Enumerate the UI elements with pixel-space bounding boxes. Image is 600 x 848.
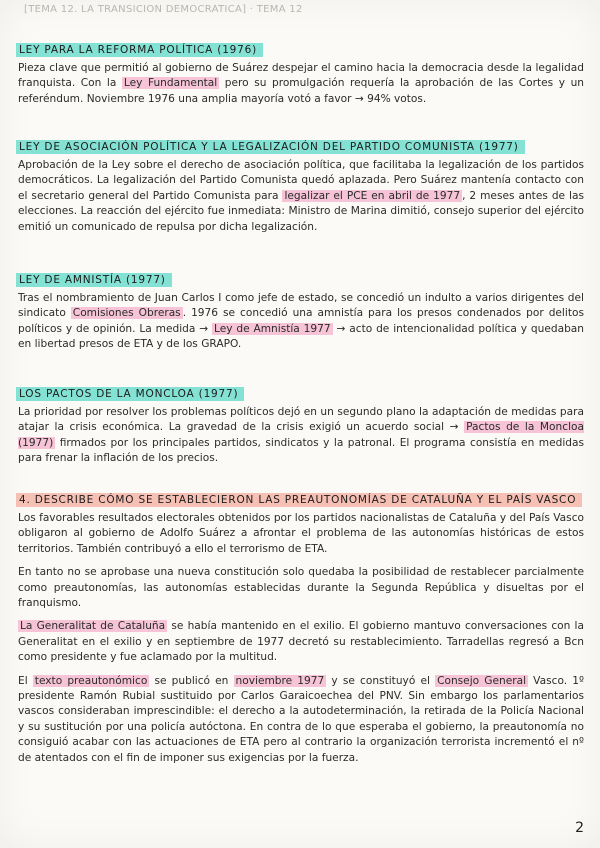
page-number: 2 [575,820,584,836]
paragraph-text: se había mantenido en el exilio. El gobierno mantuvo conversaciones con la Generalitat en el exilio y en septiembre de 1977 decretó su restablecimiento. Tarradellas regresó a Bcn como presidente y fue aclamado por la multitud. [18,620,584,664]
section-pactos-moncloa [16,382,584,467]
paragraph-text: , 2 meses antes de las elecciones. La reacción del ejército fue inmediata: Ministro de Marina dimitió, consejo superior del ejército emitió un comunicado de repulsa por dicha legalización. [18,189,585,233]
bleed-through-header: [TEMA 12. LA TRANSICIÓN DEMOCRÁTICA] · TEMA 12 [24,4,303,15]
paragraph-text: En tanto no se aprobase una nueva constitución solo quedaba la posibilidad de restablecer parcialmente como preautonomías, las autonomías establecidas durante la Segunda República y disueltas por el franquismo. [18,566,584,610]
highlighted-text: Pactos de la Moncloa (1977) [18,421,584,449]
highlighted-text: Ley Fundamental [123,77,218,90]
section-amnistia [16,268,584,353]
paragraph-text: . 1976 se concedió una amnistía para los presos condenados por delitos políticos y de opinión. La medida → [18,307,584,335]
section-heading: LEY DE AMNISTÍA (1977) [16,273,172,287]
section-paragraph [18,158,584,235]
paragraph-text: El [18,674,33,687]
section-heading: LEY PARA LA REFORMA POLÍTICA (1976) [16,43,263,57]
highlighted-text: Comisiones Obreras [72,307,181,320]
section-preautonomias [16,488,584,766]
paragraph-text: se publicó en [149,674,234,687]
paragraph-text: Los favorables resultados electorales obtenidos por los partidos nacionalistas de Cataluña y del País Vasco obligaron al gobierno de Adolfo Suárez a afrontar el problema de las autonomías históricas de estos territorios. También contribuyó a ello el terrorismo de ETA. [18,512,584,555]
paragraph-text: Aprobación de la Ley sobre el derecho de asociación política, que facilitaba la legalización de los partidos democráticos. La legalización del Partido Comunista quedó aplazada. Pero Suárez mantenía contacto con el secretario general del Partido Comunista para [18,159,584,202]
section-paragraph [18,619,584,665]
paragraph-text: Vasco. 1º presidente Ramón Rubial sustituido por Carlos Garaicoechea del PNV. Sin embargo los parlamentarios vascos consideraban imprescindible: el derecho a la autodeterminación, la retirada de la Policía Nacional y su sustitución por una policía autóctona. En contra de lo que esperaba el gobierno, la preautonomía no consiguió acabar con las actuaciones de ETA pero al contrario la organización terrorista incrementó el nº de atentados con el fin de imponer sus exigencias por la fuerza. [18,674,584,764]
highlighted-text: Consejo General [437,674,527,687]
section-paragraph [18,565,584,611]
paragraph-text: Tras el nombramiento de Juan Carlos I como jefe de estado, se concedió un indulto a varios dirigentes del sindicato [18,292,584,320]
section-heading: 4. DESCRIBE CÓMO SE ESTABLECIERON LAS PREAUTONOMÍAS DE CATALUÑA Y EL PAÍS VASCO [16,493,582,507]
highlighted-text: texto preautonómico [34,674,148,687]
paragraph-text: y se constituyó el [326,674,436,687]
section-paragraph [18,291,584,353]
section-paragraph [18,61,584,107]
section-asociacion-politica [16,135,584,235]
highlighted-text: La Generalitat de Cataluña [20,620,166,633]
section-paragraph [18,674,584,766]
section-reforma-politica [16,38,584,107]
highlighted-text: legalizar el PCE en abril de 1977 [284,189,461,202]
paragraph-text: La prioridad por resolver los problemas políticos dejó en un segundo plano la adaptación de medidas para atajar la crisis económica. La gravedad de la crisis exigió un acuerdo social → [18,406,584,434]
section-paragraph [18,511,584,557]
paragraph-text: firmados por los principales partidos, sindicatos y la patronal. El programa consistía en medidas para frenar la inflación de los precios. [18,436,584,465]
section-paragraph [18,405,584,467]
section-heading: LEY DE ASOCIACIÓN POLÍTICA Y LA LEGALIZACIÓN DEL PARTIDO COMUNISTA (1977) [16,140,525,154]
paragraph-text: Pieza clave que permitió al gobierno de Suárez despejar el camino hacia la democracia desde la legalidad franquista. Con la [18,62,584,90]
paragraph-text: → acto de intencionalidad política y quedaban en libertad presos de ETA y de los GRAPO. [18,322,584,351]
highlighted-text: Ley de Amnistía 1977 [213,322,331,335]
section-heading: LOS PACTOS DE LA MONCLOA (1977) [16,387,244,401]
highlighted-text: noviembre 1977 [235,674,325,687]
paragraph-text: pero su promulgación requería la aprobación de las Cortes y un referéndum. Noviembre 1976 una amplia mayoría votó a favor → 94% votos. [18,77,585,105]
